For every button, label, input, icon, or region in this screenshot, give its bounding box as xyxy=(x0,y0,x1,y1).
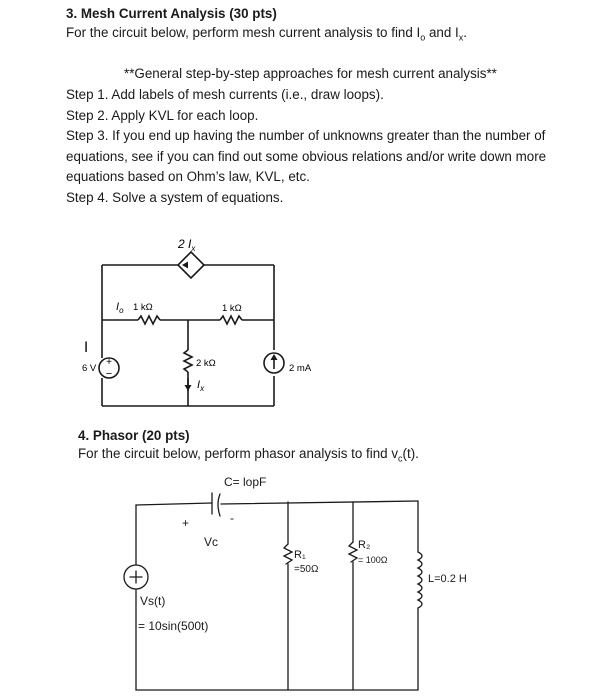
step-3: Step 3. If you end up having the number of unknowns greater than the number of xyxy=(66,128,546,143)
prompt-sub-x: x xyxy=(458,32,464,43)
r2-value: = 100Ω xyxy=(358,555,388,565)
approach-header: **General step-by-step approaches for mesh current analysis** xyxy=(124,66,497,81)
handwritten-i: I xyxy=(84,340,89,356)
io-label: $I_o$ xyxy=(116,301,124,315)
mesh-circuit xyxy=(82,237,312,420)
vsource-plus: + xyxy=(106,357,112,368)
r1-label: 1 kΩ xyxy=(133,302,153,313)
vc-minus: - xyxy=(230,511,234,525)
step-4: Step 4. Solve a system of equations. xyxy=(66,190,284,205)
dep-source-label: 2 $I_x$ xyxy=(178,237,196,253)
dep-source-arrow xyxy=(182,262,188,269)
step-1: Step 1. Add labels of mesh currents (i.e., draw loops). xyxy=(66,87,384,102)
r3-label: 2 kΩ xyxy=(196,358,216,369)
vsource-minus: − xyxy=(105,368,113,380)
vc-label: Vc xyxy=(204,535,219,549)
prompt4-end: (t). xyxy=(402,446,419,461)
r1-name: R₁ xyxy=(294,549,306,561)
prompt4-sub: c xyxy=(398,453,403,464)
step-3-cont-2: equations based on Ohm’s law, KVL, etc. xyxy=(66,169,310,184)
r1-value: =50Ω xyxy=(294,564,319,575)
prompt-end: . xyxy=(463,25,468,40)
problem4-title: 4. Phasor (20 pts) xyxy=(78,428,190,443)
prompt4-text: For the circuit below, perform phasor analysis to find v xyxy=(78,446,399,461)
prompt-and: and I xyxy=(425,25,459,40)
step-3-cont-1: equations, see if you can find out some obvious relations and/or write down more xyxy=(66,149,547,164)
inductor-label: L=0.2 H xyxy=(428,573,467,585)
problem3-prompt xyxy=(66,25,467,46)
step-2: Step 2. Apply KVL for each loop. xyxy=(66,108,259,123)
ix-label: $I_x$ xyxy=(197,379,205,393)
prompt-text: For the circuit below, perform mesh current analysis to find I xyxy=(66,25,421,40)
r2-label: 1 kΩ xyxy=(222,303,242,314)
problem3-title: 3. Mesh Current Analysis (30 pts) xyxy=(66,6,277,21)
vs-name: Vs(t) xyxy=(140,594,166,608)
isource-arrow xyxy=(271,354,278,360)
vc-plus: + xyxy=(182,516,190,530)
phasor-circuit xyxy=(100,460,500,700)
isource-label: 2 mA xyxy=(289,363,312,374)
vsource-label: 6 V xyxy=(82,363,97,374)
prompt-sub-o: o xyxy=(420,32,426,43)
r2-name: R₂ xyxy=(358,539,371,551)
cap-label: C= lopF xyxy=(224,475,267,489)
vs-value: = 10sin(500t) xyxy=(138,619,209,633)
